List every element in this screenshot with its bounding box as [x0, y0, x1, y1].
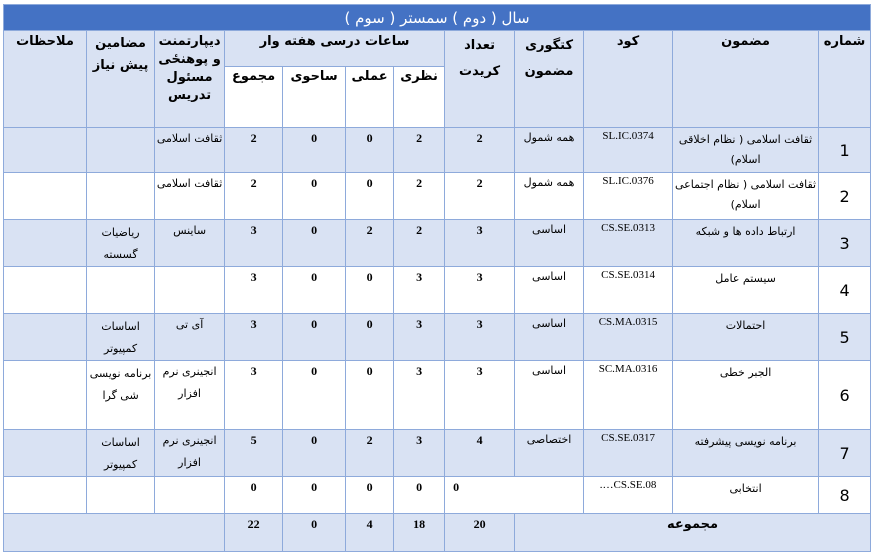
- row-department: ثقافت اسلامی: [155, 173, 225, 220]
- row-theory: 3: [394, 430, 445, 477]
- row-subject: ثقافت اسلامی ( نظام اجتماعی اسلام): [673, 173, 819, 220]
- row-credits: 4: [445, 430, 515, 477]
- row-number: 5: [819, 314, 871, 361]
- row-theory: 2: [394, 128, 445, 173]
- row-category: همه شمول: [515, 128, 584, 173]
- row-number: 6: [819, 361, 871, 430]
- header-number: شماره: [819, 31, 871, 128]
- table-row: [4, 477, 871, 514]
- row-field: 0: [283, 361, 346, 430]
- row-category: همه شمول: [515, 173, 584, 220]
- row-total: 3: [225, 220, 283, 267]
- row-credits-value: 0: [453, 480, 460, 494]
- row-practical: 2: [346, 430, 394, 477]
- header-credits: تعداد کریدت: [445, 31, 515, 128]
- row-total: 0: [225, 477, 283, 514]
- row-notes: [4, 173, 87, 220]
- row-notes: [4, 267, 87, 314]
- row-category: اساسی: [515, 220, 584, 267]
- row-field: 0: [283, 477, 346, 514]
- row-field: 0: [283, 128, 346, 173]
- row-total: 3: [225, 314, 283, 361]
- row-total: 5: [225, 430, 283, 477]
- header-weekly-hours: ساعات درسی هفته وار: [225, 31, 445, 67]
- table-row: [4, 267, 871, 314]
- header-subject: مضمون: [673, 31, 819, 128]
- row-total: 2: [225, 128, 283, 173]
- row-number: 7: [819, 430, 871, 477]
- row-credits: [445, 477, 584, 514]
- row-code: CS.SE.0317: [584, 430, 673, 477]
- totals-empty: [4, 514, 225, 552]
- row-code: CS.MA.0315: [584, 314, 673, 361]
- row-prerequisites: ریاضیات گسسته: [87, 220, 155, 267]
- row-number: 8: [819, 477, 871, 514]
- row-code: SL.IC.0374: [584, 128, 673, 173]
- row-prerequisites: اساسات کمپیوتر: [87, 430, 155, 477]
- header-notes: ملاحظات: [4, 31, 87, 128]
- row-prerequisites: [87, 477, 155, 514]
- table-row: [4, 173, 871, 220]
- row-number: 1: [819, 128, 871, 173]
- row-credits: 3: [445, 314, 515, 361]
- row-number: 4: [819, 267, 871, 314]
- row-department: [155, 477, 225, 514]
- row-department: ساینس: [155, 220, 225, 267]
- totals-label: مجموعه: [515, 514, 871, 552]
- row-subject: برنامه نویسی پیشرفته: [673, 430, 819, 477]
- row-theory: 2: [394, 220, 445, 267]
- row-practical: 0: [346, 361, 394, 430]
- row-prerequisites: اساسات کمپیوتر: [87, 314, 155, 361]
- header-department: دیپارتمنت و پوهنځی مسئول تدریس: [155, 31, 225, 128]
- table-row: [4, 220, 871, 267]
- table-row: [4, 128, 871, 173]
- row-field: 0: [283, 220, 346, 267]
- row-category: اساسی: [515, 267, 584, 314]
- row-subject: احتمالات: [673, 314, 819, 361]
- row-category: اساسی: [515, 314, 584, 361]
- totals-theory: 18: [394, 514, 445, 552]
- row-subject: سیستم عامل: [673, 267, 819, 314]
- row-theory: 3: [394, 267, 445, 314]
- row-practical: 0: [346, 267, 394, 314]
- row-subject: ثقافت اسلامی ( نظام اخلاقی اسلام): [673, 128, 819, 173]
- totals-practical: 4: [346, 514, 394, 552]
- row-category: اساسی: [515, 361, 584, 430]
- row-practical: 0: [346, 128, 394, 173]
- row-practical: 2: [346, 220, 394, 267]
- row-practical: 0: [346, 314, 394, 361]
- row-notes: [4, 430, 87, 477]
- totals-field: 0: [283, 514, 346, 552]
- row-category: اختصاصی: [515, 430, 584, 477]
- header-theory: نظری: [394, 67, 445, 128]
- row-prerequisites: [87, 267, 155, 314]
- row-department: [155, 267, 225, 314]
- row-practical: 0: [346, 173, 394, 220]
- row-number: 2: [819, 173, 871, 220]
- row-field: 0: [283, 173, 346, 220]
- row-department: انجینری نرم افزار: [155, 361, 225, 430]
- row-total: 3: [225, 267, 283, 314]
- row-theory: 3: [394, 361, 445, 430]
- row-subject: ارتباط داده ها و شبکه: [673, 220, 819, 267]
- row-prerequisites: برنامه نویسی شی گرا: [87, 361, 155, 430]
- header-code: کود: [584, 31, 673, 128]
- header-category: کتگوری مضمون: [515, 31, 584, 128]
- row-prerequisites: [87, 128, 155, 173]
- row-field: 0: [283, 430, 346, 477]
- row-prerequisites: [87, 173, 155, 220]
- row-theory: 0: [394, 477, 445, 514]
- totals-row: [4, 514, 871, 552]
- curriculum-table: [3, 4, 871, 552]
- row-total: 2: [225, 173, 283, 220]
- row-code: CS.SE.0313: [584, 220, 673, 267]
- totals-total: 22: [225, 514, 283, 552]
- row-code: CS.SE.0314: [584, 267, 673, 314]
- curriculum-table-container: [3, 4, 870, 552]
- row-theory: 2: [394, 173, 445, 220]
- row-total: 3: [225, 361, 283, 430]
- header-total: مجموع: [225, 67, 283, 128]
- totals-credits: 20: [445, 514, 515, 552]
- row-code: SC.MA.0316: [584, 361, 673, 430]
- table-row: [4, 430, 871, 477]
- header-prerequisites: مضامین پیش نیاز: [87, 31, 155, 128]
- table-row: [4, 361, 871, 430]
- row-department: آی تی: [155, 314, 225, 361]
- row-notes: [4, 361, 87, 430]
- row-subject: انتخابی: [673, 477, 819, 514]
- row-notes: [4, 128, 87, 173]
- header-practical: عملی: [346, 67, 394, 128]
- row-field: 0: [283, 267, 346, 314]
- row-credits: 3: [445, 220, 515, 267]
- row-code: CS.SE.08….: [584, 477, 673, 514]
- row-credits: 3: [445, 361, 515, 430]
- row-department: انجینری نرم افزار: [155, 430, 225, 477]
- row-notes: [4, 314, 87, 361]
- row-subject: الجبر خطی: [673, 361, 819, 430]
- row-department: ثقافت اسلامی: [155, 128, 225, 173]
- table-row: [4, 314, 871, 361]
- row-notes: [4, 477, 87, 514]
- table-title: سال ( دوم ) سمستر ( سوم ): [4, 5, 871, 31]
- row-field: 0: [283, 314, 346, 361]
- row-credits: 3: [445, 267, 515, 314]
- row-credits: 2: [445, 128, 515, 173]
- row-code: SL.IC.0376: [584, 173, 673, 220]
- row-number: 3: [819, 220, 871, 267]
- row-theory: 3: [394, 314, 445, 361]
- header-field: ساحوی: [283, 67, 346, 128]
- row-practical: 0: [346, 477, 394, 514]
- row-credits: 2: [445, 173, 515, 220]
- row-notes: [4, 220, 87, 267]
